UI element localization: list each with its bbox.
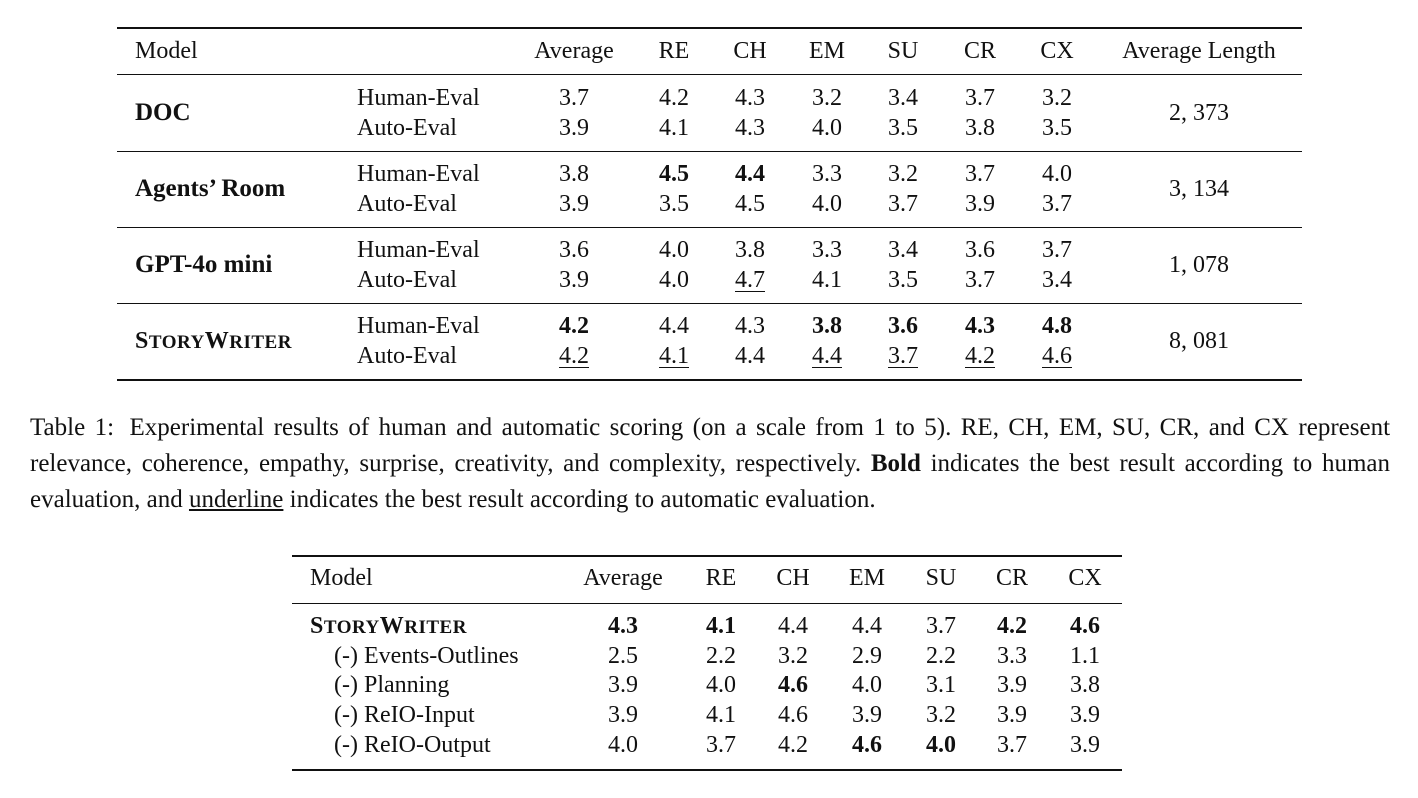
caption-text: indicates the best result according to human evaluation, and [30, 450, 1391, 513]
score-cell: 3.2 [888, 161, 918, 187]
score-cell: 4.2 [659, 85, 689, 111]
header-re: RE [705, 565, 737, 591]
model-agents-room: Agents’ Room [135, 175, 286, 202]
eval-label: Auto-Eval [357, 115, 457, 141]
score-cell: 3.4 [1042, 267, 1072, 293]
header-average-length: Average Length [1122, 38, 1276, 64]
table-bottom-rule [292, 769, 1122, 771]
score-cell: 3.7 [965, 85, 995, 111]
header-model: Model [135, 38, 198, 64]
score-cell-best-auto: 4.2 [559, 343, 589, 369]
score-cell: 3.1 [926, 672, 956, 698]
score-cell: 3.3 [812, 237, 842, 263]
score-cell-best-human: 4.5 [659, 161, 689, 187]
header-cr: CR [963, 38, 997, 64]
average-length-cell: 8, 081 [1169, 328, 1229, 354]
score-cell-best-auto: 4.7 [735, 267, 765, 293]
score-cell: 4.6 [778, 702, 808, 728]
score-cell: 4.0 [659, 237, 689, 263]
score-cell-best-human: 4.3 [965, 313, 995, 339]
score-cell: 4.1 [812, 267, 842, 293]
score-cell-best-human: 3.8 [812, 313, 842, 339]
score-cell-best-auto: 4.4 [812, 343, 842, 369]
score-cell-best-human: 4.8 [1042, 313, 1072, 339]
score-cell: 3.3 [812, 161, 842, 187]
caption-text: Experimental results of human and automatic scoring (on a scale from 1 to 5). RE, CH, EM, SU, CR, and CX represent relevance, coherence, empathy, surprise, creativity, and complexity, respectively. [30, 414, 1391, 477]
score-cell: 3.2 [812, 85, 842, 111]
score-cell: 3.2 [1042, 85, 1072, 111]
score-cell: 3.9 [997, 672, 1027, 698]
score-cell-best-auto: 4.1 [659, 343, 689, 369]
eval-label: Human-Eval [357, 237, 480, 263]
header-em: EM [809, 38, 845, 64]
score-cell: 4.3 [735, 115, 765, 141]
score-cell-best-auto: 3.7 [888, 343, 918, 369]
score-cell: 3.7 [559, 85, 589, 111]
score-cell: 3.7 [706, 732, 736, 758]
score-cell: 3.7 [1042, 191, 1072, 217]
score-cell: 3.8 [735, 237, 765, 263]
header-ch: CH [776, 565, 810, 591]
score-cell: 3.7 [926, 613, 956, 639]
score-cell-best: 4.2 [997, 613, 1027, 639]
header-cr: CR [995, 565, 1029, 591]
score-cell: 3.9 [608, 672, 638, 698]
caption-bold-word: Bold [870, 450, 921, 477]
score-cell: 4.0 [1042, 161, 1072, 187]
score-cell: 3.9 [965, 191, 995, 217]
header-average: Average [534, 38, 614, 64]
ablation-label: (-) ReIO-Input [334, 702, 475, 728]
header-cx: CX [1040, 38, 1074, 64]
eval-label: Human-Eval [357, 161, 480, 187]
header-rule [292, 603, 1122, 604]
score-cell: 3.6 [559, 237, 589, 263]
score-cell: 4.5 [735, 191, 765, 217]
eval-label: Human-Eval [357, 85, 480, 111]
score-cell: 3.9 [559, 267, 589, 293]
score-cell: 1.1 [1070, 643, 1100, 669]
score-cell-best: 4.6 [778, 672, 808, 698]
caption-text: indicates the best result according to automatic evaluation. [289, 486, 876, 513]
score-cell: 3.7 [965, 161, 995, 187]
ablation-label: (-) Events-Outlines [334, 643, 519, 669]
score-cell: 4.4 [778, 613, 808, 639]
header-average: Average [583, 565, 663, 591]
score-cell: 3.9 [559, 191, 589, 217]
score-cell-best-human: 3.6 [888, 313, 918, 339]
score-cell: 3.9 [1070, 732, 1100, 758]
score-cell: 3.9 [559, 115, 589, 141]
score-cell: 4.0 [659, 267, 689, 293]
model-doc: DOC [135, 99, 191, 126]
average-length-cell: 2, 373 [1169, 100, 1229, 126]
score-cell-best-human: 4.4 [735, 161, 765, 187]
score-cell: 4.4 [659, 313, 689, 339]
header-model: Model [310, 565, 373, 591]
table-bottom-rule [117, 379, 1302, 381]
score-cell: 3.4 [888, 85, 918, 111]
score-cell: 3.7 [965, 267, 995, 293]
score-cell: 2.2 [706, 643, 736, 669]
score-cell-best-human: 4.2 [559, 313, 589, 339]
score-cell: 3.7 [888, 191, 918, 217]
caption-underline-word: underline [188, 486, 284, 513]
group-rule [117, 151, 1302, 152]
eval-label: Auto-Eval [357, 267, 457, 293]
score-cell: 4.1 [659, 115, 689, 141]
header-cx: CX [1068, 565, 1102, 591]
average-length-cell: 3, 134 [1169, 176, 1229, 202]
score-cell: 2.9 [852, 643, 882, 669]
score-cell-best: 4.1 [706, 613, 736, 639]
score-cell: 4.0 [852, 672, 882, 698]
model-storywriter: STORYWRITER [310, 613, 467, 639]
score-cell-best-auto: 4.2 [965, 343, 995, 369]
score-cell: 4.4 [852, 613, 882, 639]
score-cell-best-auto: 4.6 [1042, 343, 1072, 369]
group-rule [117, 303, 1302, 304]
score-cell: 3.9 [852, 702, 882, 728]
score-cell: 3.7 [1042, 237, 1072, 263]
score-cell: 3.5 [1042, 115, 1072, 141]
score-cell-best: 4.0 [926, 732, 956, 758]
score-cell: 3.5 [659, 191, 689, 217]
score-cell: 4.1 [706, 702, 736, 728]
caption-label: Table 1: [30, 414, 115, 441]
score-cell: 3.5 [888, 267, 918, 293]
header-em: EM [849, 565, 885, 591]
eval-label: Human-Eval [357, 313, 480, 339]
header-ch: CH [733, 38, 767, 64]
header-su: SU [887, 38, 919, 64]
header-re: RE [658, 38, 690, 64]
score-cell: 3.3 [997, 643, 1027, 669]
eval-label: Auto-Eval [357, 191, 457, 217]
group-rule [117, 227, 1302, 228]
score-cell-best: 4.3 [608, 613, 638, 639]
score-cell: 3.8 [1070, 672, 1100, 698]
eval-label: Auto-Eval [357, 343, 457, 369]
score-cell: 3.9 [997, 702, 1027, 728]
score-cell: 3.9 [608, 702, 638, 728]
score-cell: 3.7 [997, 732, 1027, 758]
score-cell: 3.5 [888, 115, 918, 141]
score-cell: 4.0 [812, 115, 842, 141]
ablation-label: (-) ReIO-Output [334, 732, 491, 758]
average-length-cell: 1, 078 [1169, 252, 1229, 278]
score-cell: 4.0 [812, 191, 842, 217]
score-cell: 4.3 [735, 85, 765, 111]
table-top-rule [292, 555, 1122, 557]
score-cell-best: 4.6 [1070, 613, 1100, 639]
model-gpt-4o-mini: GPT-4o mini [135, 251, 273, 278]
score-cell: 3.9 [1070, 702, 1100, 728]
score-cell: 3.8 [965, 115, 995, 141]
table-caption [30, 410, 1390, 518]
score-cell-best: 4.6 [852, 732, 882, 758]
score-cell: 4.4 [735, 343, 765, 369]
header-rule [117, 74, 1302, 75]
score-cell: 4.0 [706, 672, 736, 698]
score-cell: 4.3 [735, 313, 765, 339]
model-storywriter: STORYWRITER [135, 328, 292, 354]
score-cell: 3.2 [926, 702, 956, 728]
ablation-label: (-) Planning [334, 672, 450, 698]
score-cell: 3.2 [778, 643, 808, 669]
score-cell: 2.5 [608, 643, 638, 669]
score-cell: 3.4 [888, 237, 918, 263]
score-cell: 4.0 [608, 732, 638, 758]
score-cell: 3.8 [559, 161, 589, 187]
score-cell: 3.6 [965, 237, 995, 263]
score-cell: 2.2 [926, 643, 956, 669]
header-su: SU [925, 565, 957, 591]
table-top-rule [117, 27, 1302, 29]
score-cell: 4.2 [778, 732, 808, 758]
